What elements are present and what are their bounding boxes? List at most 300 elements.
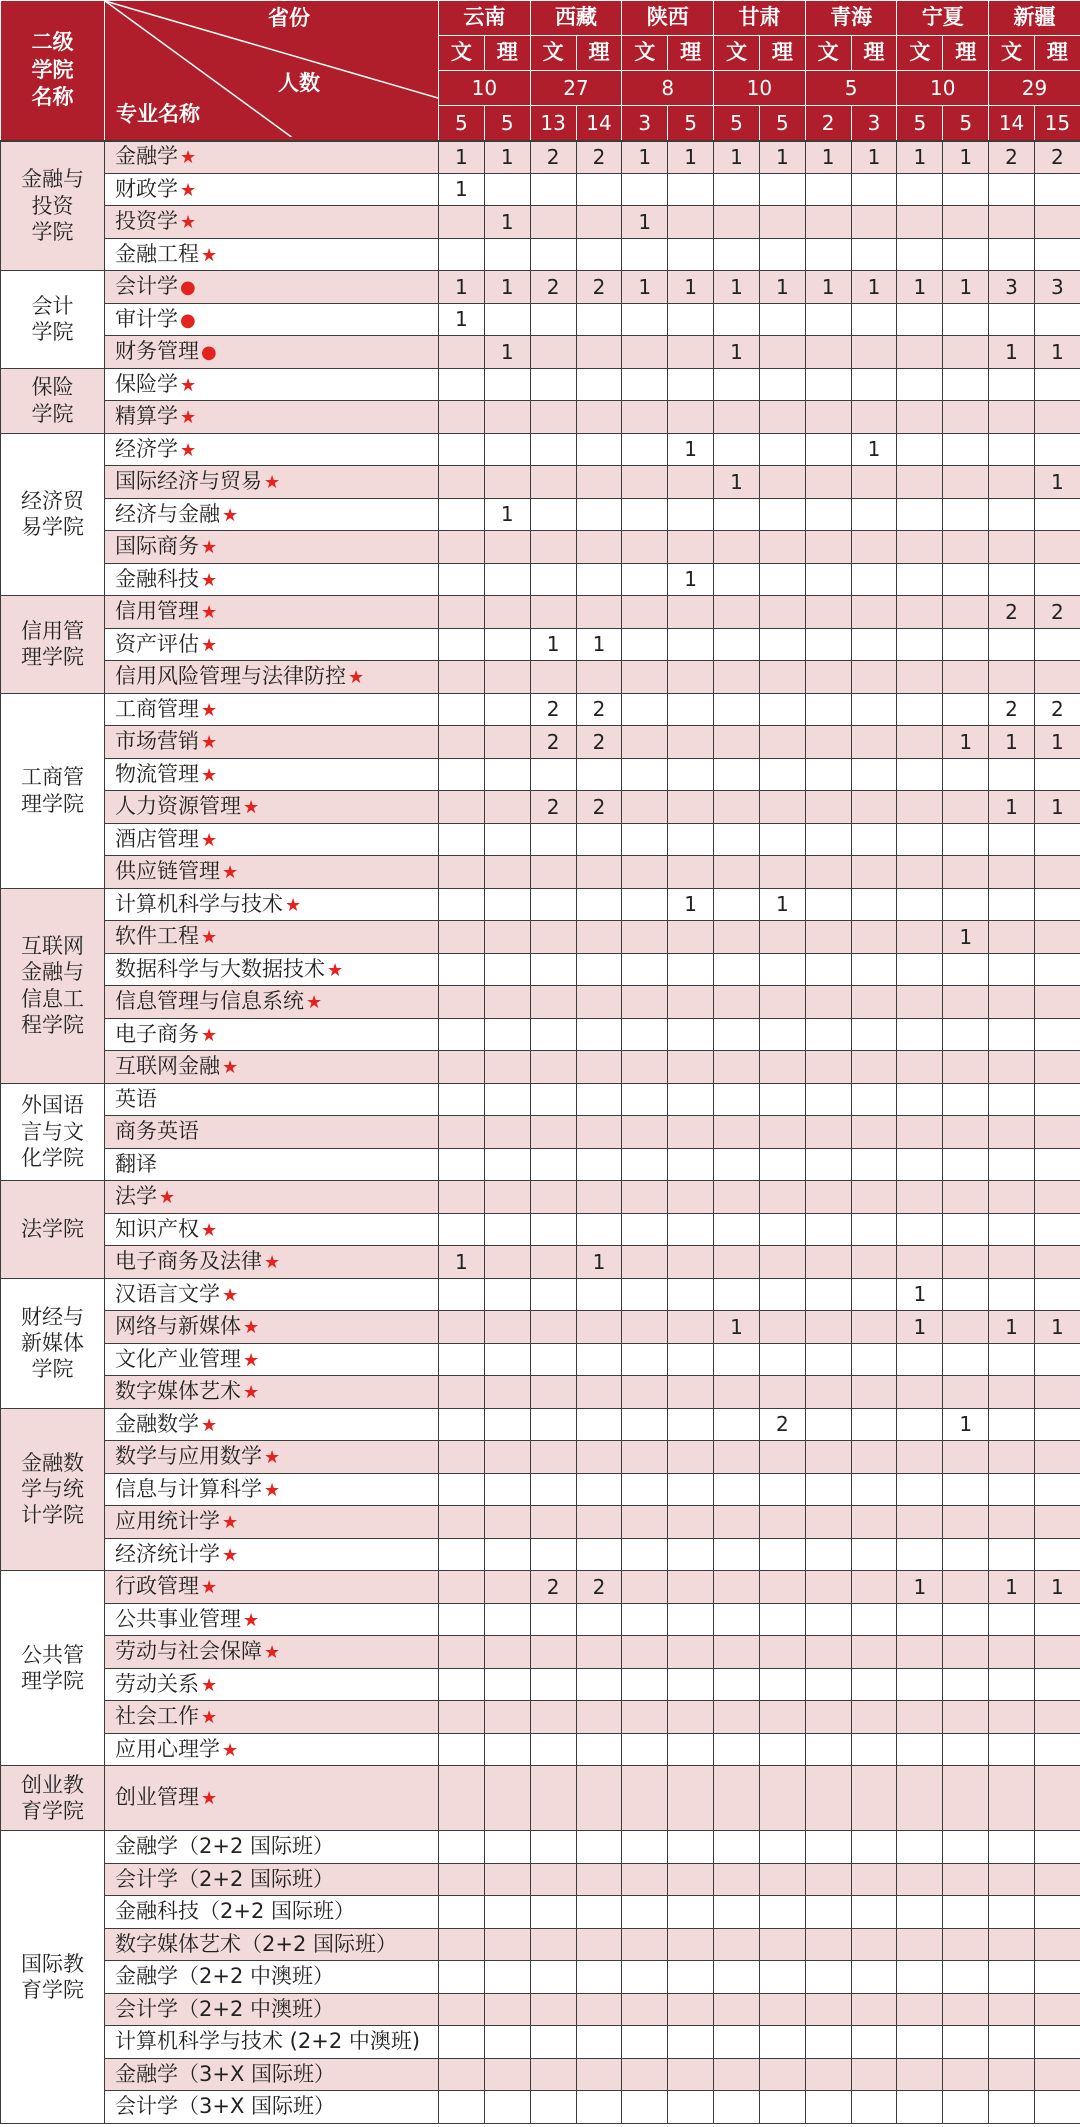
- science-count: 5: [668, 106, 714, 141]
- college-name-cell: 公共管 理学院: [1, 1571, 105, 1766]
- major-name: 数字媒体艺术（2+2 国际班）: [115, 1931, 397, 1956]
- quota-cell: [668, 726, 714, 759]
- quota-cell: [943, 1311, 989, 1344]
- major-row: [1, 791, 1080, 824]
- quota-cell: [805, 401, 851, 434]
- quota-cell: [576, 856, 622, 889]
- major-cell: [105, 1896, 439, 1929]
- quota-cell: [530, 921, 576, 954]
- major-row: [1, 1603, 1080, 1636]
- quota-cell: [851, 1571, 897, 1604]
- quota-cell: [989, 1376, 1035, 1409]
- major-name: 物流管理: [115, 761, 199, 786]
- major-cell: [105, 1181, 439, 1214]
- quota-cell: [989, 1408, 1035, 1441]
- quota-cell: [439, 1408, 485, 1441]
- quota-cell: [897, 531, 943, 564]
- star-icon: ★: [180, 407, 197, 429]
- quota-cell: [439, 1538, 485, 1571]
- major-row: [1, 1083, 1080, 1116]
- quota-cell: [989, 1278, 1035, 1311]
- major-name: 投资学: [115, 209, 178, 234]
- quota-cell: [805, 856, 851, 889]
- quota-cell: [668, 1311, 714, 1344]
- quota-cell: [668, 1668, 714, 1701]
- quota-cell: [989, 758, 1035, 791]
- quota-cell: [759, 238, 805, 271]
- major-axis-label: 专业名称: [116, 102, 200, 126]
- quota-cell: [759, 791, 805, 824]
- major-row: [1, 336, 1080, 369]
- quota-cell: [805, 1571, 851, 1604]
- quota-cell: [943, 238, 989, 271]
- major-row: [1, 466, 1080, 499]
- major-row: [1, 141, 1080, 174]
- star-icon: ★: [180, 147, 197, 169]
- major-name: 财务管理: [115, 339, 199, 364]
- star-icon: ★: [201, 1024, 218, 1046]
- major-row: [1, 1538, 1080, 1571]
- major-name: 信息管理与信息系统: [115, 989, 304, 1014]
- major-name: 市场营销: [115, 729, 199, 754]
- quota-cell: [805, 888, 851, 921]
- province-total: 10: [439, 71, 531, 106]
- science-header: 理: [943, 36, 989, 71]
- quota-cell: [622, 1831, 668, 1864]
- major-cell: [105, 1701, 439, 1734]
- science-count: 5: [484, 106, 530, 141]
- quota-cell: [530, 1928, 576, 1961]
- quota-cell: [484, 1376, 530, 1409]
- quota-cell: [439, 1148, 485, 1181]
- quota-cell: [622, 466, 668, 499]
- major-row: [1, 1993, 1080, 2026]
- major-cell: [105, 596, 439, 629]
- science-header: 理: [668, 36, 714, 71]
- quota-cell: [897, 1116, 943, 1149]
- quota-cell: [668, 1116, 714, 1149]
- arts-count: 14: [989, 106, 1035, 141]
- quota-cell: [805, 1473, 851, 1506]
- quota-cell: [668, 206, 714, 239]
- quota-cell: [576, 661, 622, 694]
- quota-cell: [897, 661, 943, 694]
- quota-cell: [851, 856, 897, 889]
- quota-cell: [1034, 2091, 1080, 2124]
- quota-cell: [439, 693, 485, 726]
- quota-cell: [668, 1538, 714, 1571]
- quota-cell: [668, 1766, 714, 1831]
- college-name-cell: 信用管 理学院: [1, 596, 105, 694]
- quota-cell: [622, 433, 668, 466]
- quota-cell: [668, 823, 714, 856]
- quota-cell: [851, 1538, 897, 1571]
- quota-cell: [897, 336, 943, 369]
- major-row: [1, 628, 1080, 661]
- quota-cell: [989, 531, 1035, 564]
- quota-cell: [943, 1636, 989, 1669]
- quota-cell: 1: [989, 791, 1035, 824]
- major-row: [1, 1376, 1080, 1409]
- quota-cell: 1: [805, 141, 851, 174]
- quota-cell: [805, 661, 851, 694]
- quota-cell: [530, 466, 576, 499]
- quota-cell: 1: [759, 141, 805, 174]
- quota-cell: [759, 628, 805, 661]
- quota-cell: [622, 1473, 668, 1506]
- quota-cell: [897, 1928, 943, 1961]
- quota-cell: [714, 2026, 760, 2059]
- major-name: 信息与计算科学: [115, 1476, 262, 1501]
- quota-cell: [622, 1441, 668, 1474]
- quota-cell: 1: [1034, 466, 1080, 499]
- major-cell: [105, 1993, 439, 2026]
- quota-cell: [439, 1993, 485, 2026]
- quota-cell: [805, 466, 851, 499]
- quota-cell: [805, 1766, 851, 1831]
- quota-cell: [484, 921, 530, 954]
- quota-cell: [530, 1993, 576, 2026]
- quota-cell: [943, 1116, 989, 1149]
- quota-cell: [484, 1181, 530, 1214]
- major-cell: [105, 271, 439, 304]
- quota-cell: [439, 596, 485, 629]
- quota-cell: [484, 2091, 530, 2124]
- quota-cell: 2: [530, 726, 576, 759]
- quota-cell: [1034, 173, 1080, 206]
- quota-cell: [1034, 1733, 1080, 1766]
- quota-cell: 1: [759, 888, 805, 921]
- quota-cell: [668, 2026, 714, 2059]
- major-name: 酒店管理: [115, 826, 199, 851]
- quota-cell: [714, 206, 760, 239]
- quota-cell: [484, 1863, 530, 1896]
- quota-cell: [576, 1961, 622, 1994]
- quota-cell: [576, 1116, 622, 1149]
- major-cell: [105, 1148, 439, 1181]
- quota-cell: [1034, 303, 1080, 336]
- major-row: [1, 1571, 1080, 1604]
- quota-cell: [622, 1343, 668, 1376]
- quota-cell: [759, 1278, 805, 1311]
- quota-cell: [622, 1213, 668, 1246]
- quota-cell: [714, 1961, 760, 1994]
- quota-cell: [439, 1603, 485, 1636]
- quota-cell: [759, 433, 805, 466]
- quota-cell: [668, 1733, 714, 1766]
- quota-cell: [439, 1506, 485, 1539]
- major-cell: [105, 791, 439, 824]
- quota-cell: [759, 1928, 805, 1961]
- quota-cell: [897, 1181, 943, 1214]
- quota-cell: [530, 986, 576, 1019]
- quota-cell: [759, 953, 805, 986]
- quota-cell: [439, 1636, 485, 1669]
- major-row: [1, 1733, 1080, 1766]
- star-icon: ★: [201, 699, 218, 721]
- quota-cell: 1: [897, 1311, 943, 1344]
- quota-cell: [714, 1116, 760, 1149]
- quota-cell: [1034, 1993, 1080, 2026]
- quota-cell: [714, 1018, 760, 1051]
- quota-cell: [851, 1733, 897, 1766]
- quota-cell: [897, 303, 943, 336]
- quota-cell: [668, 1961, 714, 1994]
- arts-count: 3: [622, 106, 668, 141]
- quota-cell: [805, 2026, 851, 2059]
- star-icon: ★: [201, 537, 218, 559]
- quota-cell: [943, 173, 989, 206]
- quota-cell: [1034, 1083, 1080, 1116]
- major-row: [1, 1441, 1080, 1474]
- quota-cell: [622, 596, 668, 629]
- major-row: [1, 238, 1080, 271]
- quota-cell: [439, 1051, 485, 1084]
- quota-cell: [805, 303, 851, 336]
- star-icon: ★: [201, 1788, 218, 1810]
- quota-cell: [576, 2058, 622, 2091]
- quota-cell: [484, 238, 530, 271]
- quota-cell: [1034, 1018, 1080, 1051]
- quota-cell: [439, 1831, 485, 1864]
- dot-icon: ●: [180, 277, 196, 299]
- quota-cell: [622, 1506, 668, 1539]
- quota-cell: [851, 1018, 897, 1051]
- quota-cell: [989, 1441, 1035, 1474]
- quota-cell: [805, 238, 851, 271]
- quota-cell: [668, 238, 714, 271]
- quota-cell: [759, 1571, 805, 1604]
- quota-cell: [530, 1863, 576, 1896]
- quota-cell: [943, 1246, 989, 1279]
- quota-cell: [943, 1766, 989, 1831]
- star-icon: ★: [243, 1382, 260, 1404]
- quota-cell: [530, 1051, 576, 1084]
- quota-cell: [943, 1213, 989, 1246]
- quota-cell: [759, 2091, 805, 2124]
- quota-cell: [439, 563, 485, 596]
- quota-cell: [714, 1896, 760, 1929]
- quota-cell: 1: [714, 466, 760, 499]
- province-total: 10: [897, 71, 989, 106]
- quota-cell: [989, 1636, 1035, 1669]
- quota-cell: [989, 238, 1035, 271]
- quota-cell: [805, 1408, 851, 1441]
- quota-cell: [576, 1213, 622, 1246]
- quota-cell: [439, 2058, 485, 2091]
- quota-cell: [1034, 206, 1080, 239]
- major-row: [1, 401, 1080, 434]
- major-cell: [105, 661, 439, 694]
- quota-cell: [622, 1181, 668, 1214]
- major-cell: [105, 986, 439, 1019]
- quota-cell: [989, 628, 1035, 661]
- quota-cell: [805, 791, 851, 824]
- major-row: [1, 206, 1080, 239]
- quota-cell: [668, 498, 714, 531]
- quota-cell: [805, 531, 851, 564]
- quota-cell: 1: [576, 1246, 622, 1279]
- major-cell: [105, 1766, 439, 1831]
- quota-cell: [484, 433, 530, 466]
- major-cell: [105, 1733, 439, 1766]
- quota-cell: [484, 1961, 530, 1994]
- province-header: 甘肃: [714, 1, 806, 36]
- quota-cell: 1: [439, 173, 485, 206]
- quota-cell: [943, 791, 989, 824]
- quota-cell: [714, 1506, 760, 1539]
- quota-cell: [714, 303, 760, 336]
- quota-cell: [576, 2026, 622, 2059]
- quota-cell: [484, 726, 530, 759]
- major-cell: [105, 921, 439, 954]
- quota-cell: [484, 401, 530, 434]
- major-name: 金融科技: [115, 566, 199, 591]
- major-cell: [105, 1083, 439, 1116]
- star-icon: ★: [201, 1577, 218, 1599]
- quota-cell: [1034, 661, 1080, 694]
- quota-cell: [805, 1083, 851, 1116]
- major-name: 金融科技（2+2 国际班）: [115, 1899, 355, 1924]
- quota-cell: [576, 1766, 622, 1831]
- quota-cell: 1: [989, 336, 1035, 369]
- major-cell: [105, 1571, 439, 1604]
- major-row: [1, 726, 1080, 759]
- quota-cell: [668, 986, 714, 1019]
- quota-cell: 1: [484, 336, 530, 369]
- quota-cell: [576, 2091, 622, 2124]
- major-row: [1, 921, 1080, 954]
- quota-cell: [484, 693, 530, 726]
- quota-cell: [943, 986, 989, 1019]
- major-name: 保险学: [115, 371, 178, 396]
- quota-cell: [1034, 1636, 1080, 1669]
- quota-cell: [759, 726, 805, 759]
- major-row: [1, 1636, 1080, 1669]
- quota-cell: [714, 1538, 760, 1571]
- quota-cell: [989, 303, 1035, 336]
- quota-cell: [530, 1311, 576, 1344]
- quota-cell: [851, 1928, 897, 1961]
- quota-cell: [439, 888, 485, 921]
- major-name: 软件工程: [115, 924, 199, 949]
- major-name: 会计学（3+X 国际班）: [115, 2094, 336, 2119]
- quota-cell: [897, 1831, 943, 1864]
- major-name: 公共事业管理: [115, 1606, 241, 1631]
- major-name: 数字媒体艺术: [115, 1379, 241, 1404]
- quota-cell: [851, 1278, 897, 1311]
- quota-cell: [484, 953, 530, 986]
- quota-cell: [851, 368, 897, 401]
- quota-cell: [943, 433, 989, 466]
- quota-cell: [897, 921, 943, 954]
- quota-cell: [530, 303, 576, 336]
- quota-cell: [576, 953, 622, 986]
- major-row: [1, 1311, 1080, 1344]
- major-name: 信用风险管理与法律防控: [115, 664, 346, 689]
- quota-cell: 1: [714, 336, 760, 369]
- major-cell: [105, 628, 439, 661]
- quota-cell: [576, 206, 622, 239]
- quota-cell: [1034, 823, 1080, 856]
- quota-cell: [805, 1506, 851, 1539]
- quota-cell: [943, 1506, 989, 1539]
- quota-cell: [1034, 1148, 1080, 1181]
- quota-cell: [989, 1083, 1035, 1116]
- quota-cell: [714, 1148, 760, 1181]
- science-header: 理: [851, 36, 897, 71]
- major-cell: [105, 1311, 439, 1344]
- quota-cell: [805, 953, 851, 986]
- quota-cell: [759, 1668, 805, 1701]
- major-name: 金融工程: [115, 241, 199, 266]
- quota-cell: [759, 1961, 805, 1994]
- quota-cell: [530, 238, 576, 271]
- star-icon: ★: [222, 1057, 239, 1079]
- major-name: 劳动关系: [115, 1671, 199, 1696]
- major-cell: [105, 1376, 439, 1409]
- quota-cell: 2: [530, 271, 576, 304]
- quota-cell: [897, 1343, 943, 1376]
- major-cell: [105, 433, 439, 466]
- quota-cell: [1034, 986, 1080, 1019]
- quota-cell: [714, 1993, 760, 2026]
- province-header: 西藏: [530, 1, 622, 36]
- quota-cell: 1: [714, 1311, 760, 1344]
- quota-cell: [576, 1506, 622, 1539]
- quota-cell: [622, 791, 668, 824]
- quota-cell: [668, 336, 714, 369]
- quota-cell: [530, 1473, 576, 1506]
- quota-cell: [484, 531, 530, 564]
- quota-cell: [622, 1928, 668, 1961]
- diagonal-header-cell: [105, 1, 439, 141]
- major-name: 供应链管理: [115, 859, 220, 884]
- quota-cell: [484, 466, 530, 499]
- quota-cell: [1034, 628, 1080, 661]
- star-icon: ★: [201, 732, 218, 754]
- quota-cell: [714, 1343, 760, 1376]
- major-name: 工商管理: [115, 696, 199, 721]
- quota-cell: [576, 986, 622, 1019]
- quota-cell: 1: [439, 303, 485, 336]
- quota-cell: [484, 1051, 530, 1084]
- quota-cell: [484, 1766, 530, 1831]
- major-name: 法学: [115, 1184, 157, 1209]
- quota-cell: [805, 1311, 851, 1344]
- major-cell: [105, 1018, 439, 1051]
- quota-cell: [851, 531, 897, 564]
- quota-cell: [1034, 1603, 1080, 1636]
- quota-cell: [530, 2026, 576, 2059]
- quota-cell: [714, 888, 760, 921]
- quota-cell: [897, 758, 943, 791]
- arts-count: 5: [439, 106, 485, 141]
- quota-cell: [1034, 1473, 1080, 1506]
- quota-cell: [668, 1083, 714, 1116]
- quota-cell: [759, 466, 805, 499]
- quota-cell: [668, 368, 714, 401]
- quota-cell: [439, 1571, 485, 1604]
- quota-cell: [622, 1701, 668, 1734]
- star-icon: ★: [348, 667, 365, 689]
- quota-cell: 3: [989, 271, 1035, 304]
- quota-cell: [530, 1831, 576, 1864]
- quota-cell: [576, 1083, 622, 1116]
- major-row: [1, 368, 1080, 401]
- quota-cell: [576, 1148, 622, 1181]
- quota-cell: [714, 856, 760, 889]
